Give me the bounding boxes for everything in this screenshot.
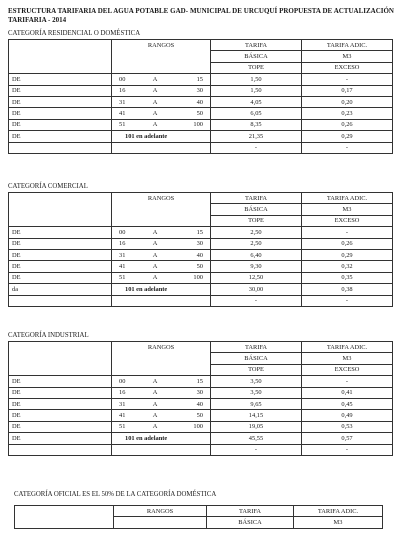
range-a: A xyxy=(152,389,158,397)
adic-value: 0,26 xyxy=(302,238,393,249)
range-to: 30 xyxy=(196,87,203,95)
tariff-table xyxy=(8,192,393,307)
adic-value: 0,29 xyxy=(302,131,393,142)
table-row xyxy=(9,249,393,260)
row-label: DE xyxy=(9,398,112,409)
table-row xyxy=(9,261,393,272)
tarifa-value: 14,15 xyxy=(211,410,302,421)
tariff-table-oficial xyxy=(14,505,383,529)
table-row xyxy=(9,131,393,142)
row-label: DE xyxy=(9,261,112,272)
header-m3: M3 xyxy=(302,353,393,364)
range-from: 16 xyxy=(119,389,126,397)
row-label: DE xyxy=(9,238,112,249)
adic-value: 0,29 xyxy=(302,249,393,260)
range-a: A xyxy=(152,412,158,420)
adic-value: 0,23 xyxy=(302,108,393,119)
range-to: 30 xyxy=(196,389,203,397)
range-to: 40 xyxy=(196,400,203,408)
table-footer-row xyxy=(9,295,393,306)
header-tarifa_adic: TARIFA ADIC. xyxy=(302,342,393,353)
tarifa-value: 19,05 xyxy=(211,421,302,432)
range-a: A xyxy=(152,110,158,118)
section-heading: CATEGORÍA COMERCIAL xyxy=(8,183,88,190)
tarifa-value: 6,40 xyxy=(211,249,302,260)
range-from: 51 xyxy=(119,274,126,282)
header-tarifa: TARIFA xyxy=(211,40,302,51)
tarifa-value: 21,35 xyxy=(211,131,302,142)
table-row xyxy=(9,284,393,295)
table-row xyxy=(9,410,393,421)
tarifa-value: 4,05 xyxy=(211,96,302,107)
header-tope: TOPE xyxy=(211,215,302,226)
tarifa-value: 2,50 xyxy=(211,227,302,238)
range-from: 31 xyxy=(119,98,126,106)
range-to: 50 xyxy=(196,110,203,118)
adic-value: 0,35 xyxy=(302,272,393,283)
row-label: DE xyxy=(9,131,112,142)
table-row xyxy=(9,108,393,119)
tarifa-value: 9,65 xyxy=(211,398,302,409)
header-rangos: RANGOS xyxy=(112,40,211,51)
row-label: DE xyxy=(9,410,112,421)
range-from: 41 xyxy=(119,263,126,271)
adic-value: 0,38 xyxy=(302,284,393,295)
header-basica: BÁSICA xyxy=(211,353,302,364)
header-rangos: RANGOS xyxy=(114,506,207,517)
adic-value: - xyxy=(302,376,393,387)
header-exceso: EXCESO xyxy=(302,215,393,226)
range-a: A xyxy=(152,228,158,236)
header-tarifa_adic: TARIFA ADIC. xyxy=(302,40,393,51)
row-label: DE xyxy=(9,433,112,444)
table-footer-row xyxy=(9,142,393,153)
footer-adic: - xyxy=(302,295,393,306)
table-row xyxy=(9,272,393,283)
range-a: A xyxy=(152,75,158,83)
range-from: 16 xyxy=(119,87,126,95)
row-label: DE xyxy=(9,249,112,260)
adic-value: 0,26 xyxy=(302,119,393,130)
section-heading-oficial: CATEGORÍA OFICIAL ES EL 50% DE LA CATEGORÍA DOMÉSTICA xyxy=(14,491,217,498)
row-label: DE xyxy=(9,119,112,130)
range-to: 100 xyxy=(193,121,203,129)
table-row xyxy=(9,227,393,238)
range-a: A xyxy=(152,274,158,282)
range-a: A xyxy=(152,263,158,271)
header-tope: TOPE xyxy=(211,364,302,375)
range-to: 15 xyxy=(196,228,203,236)
range-to: 40 xyxy=(196,98,203,106)
adic-value: 0,20 xyxy=(302,96,393,107)
tarifa-value: 6,05 xyxy=(211,108,302,119)
tarifa-value: 9,30 xyxy=(211,261,302,272)
row-label: DE xyxy=(9,272,112,283)
header-tope: TOPE xyxy=(211,62,302,73)
adic-value: 0,57 xyxy=(302,433,393,444)
tarifa-value: 12,50 xyxy=(211,272,302,283)
range-from: 31 xyxy=(119,400,126,408)
range-from: 00 xyxy=(119,228,126,236)
footer-tarifa: - xyxy=(211,444,302,455)
table-row xyxy=(9,421,393,432)
header-m3: M3 xyxy=(294,517,383,528)
range-from: 00 xyxy=(119,75,126,83)
table-row xyxy=(9,376,393,387)
header-basica: BÁSICA xyxy=(211,51,302,62)
range-a: A xyxy=(152,251,158,259)
adic-value: - xyxy=(302,227,393,238)
range-to: 15 xyxy=(196,377,203,385)
row-label: DE xyxy=(9,227,112,238)
tarifa-value: 2,50 xyxy=(211,238,302,249)
header-rangos: RANGOS xyxy=(112,342,211,353)
adic-value: - xyxy=(302,74,393,85)
row-label: DE xyxy=(9,108,112,119)
range-from: 41 xyxy=(119,412,126,420)
table-row xyxy=(9,238,393,249)
range-from: 51 xyxy=(119,121,126,129)
range-from: 41 xyxy=(119,110,126,118)
range-text: 101 en adelante xyxy=(125,132,168,140)
range-text: 101 en adelante xyxy=(125,434,168,442)
tarifa-value: 1,50 xyxy=(211,85,302,96)
table-row xyxy=(9,398,393,409)
header-rangos: RANGOS xyxy=(112,193,211,204)
range-from: 00 xyxy=(119,377,126,385)
header-m3: M3 xyxy=(302,51,393,62)
range-a: A xyxy=(152,87,158,95)
header-exceso: EXCESO xyxy=(302,364,393,375)
row-label: DE xyxy=(9,421,112,432)
section-heading: CATEGORÍA RESIDENCIAL O DOMÉSTICA xyxy=(8,30,141,37)
header-tarifa: TARIFA xyxy=(211,193,302,204)
header-tarifa-adic: TARIFA ADIC. xyxy=(294,506,383,517)
range-from: 31 xyxy=(119,251,126,259)
row-label: DE xyxy=(9,376,112,387)
header-tarifa: TARIFA xyxy=(211,342,302,353)
range-to: 30 xyxy=(196,240,203,248)
header-exceso: EXCESO xyxy=(302,62,393,73)
range-a: A xyxy=(152,423,158,431)
tariff-table xyxy=(8,341,393,456)
range-a: A xyxy=(152,98,158,106)
table-row xyxy=(9,119,393,130)
range-from: 51 xyxy=(119,423,126,431)
range-to: 40 xyxy=(196,251,203,259)
range-to: 100 xyxy=(193,423,203,431)
tarifa-value: 3,50 xyxy=(211,376,302,387)
table-row xyxy=(9,96,393,107)
row-label: da xyxy=(9,284,112,295)
tarifa-value: 30,00 xyxy=(211,284,302,295)
tarifa-value: 8,35 xyxy=(211,119,302,130)
range-text: 101 en adelante xyxy=(125,285,168,293)
range-a: A xyxy=(152,240,158,248)
table-row xyxy=(9,74,393,85)
range-to: 50 xyxy=(196,412,203,420)
adic-value: 0,49 xyxy=(302,410,393,421)
footer-tarifa: - xyxy=(211,142,302,153)
table-row xyxy=(9,433,393,444)
adic-value: 0,32 xyxy=(302,261,393,272)
table-row xyxy=(9,85,393,96)
document-title: ESTRUCTURA TARIFARIA DEL AGUA POTABLE GAD- MUNICIPAL DE URCUQUÍ PROPUESTA DE ACTUALIZACIÓN TARIFARIA - 2014 xyxy=(8,7,394,24)
footer-adic: - xyxy=(302,142,393,153)
row-label: DE xyxy=(9,387,112,398)
range-a: A xyxy=(152,400,158,408)
header-tarifa: TARIFA xyxy=(207,506,294,517)
table-row xyxy=(9,387,393,398)
table-footer-row xyxy=(9,444,393,455)
tarifa-value: 3,50 xyxy=(211,387,302,398)
header-m3: M3 xyxy=(302,204,393,215)
adic-value: 0,17 xyxy=(302,85,393,96)
tariff-table xyxy=(8,39,393,154)
tarifa-value: 45,55 xyxy=(211,433,302,444)
range-to: 50 xyxy=(196,263,203,271)
footer-tarifa: - xyxy=(211,295,302,306)
header-basica: BÁSICA xyxy=(207,517,294,528)
adic-value: 0,45 xyxy=(302,398,393,409)
range-to: 100 xyxy=(193,274,203,282)
range-from: 16 xyxy=(119,240,126,248)
section-heading: CATEGORÍA INDUSTRIAL xyxy=(8,332,89,339)
row-label: DE xyxy=(9,85,112,96)
header-basica: BÁSICA xyxy=(211,204,302,215)
range-a: A xyxy=(152,377,158,385)
range-a: A xyxy=(152,121,158,129)
row-label: DE xyxy=(9,74,112,85)
range-to: 15 xyxy=(196,75,203,83)
tarifa-value: 1,50 xyxy=(211,74,302,85)
adic-value: 0,53 xyxy=(302,421,393,432)
header-tarifa_adic: TARIFA ADIC. xyxy=(302,193,393,204)
adic-value: 0,41 xyxy=(302,387,393,398)
footer-adic: - xyxy=(302,444,393,455)
row-label: DE xyxy=(9,96,112,107)
